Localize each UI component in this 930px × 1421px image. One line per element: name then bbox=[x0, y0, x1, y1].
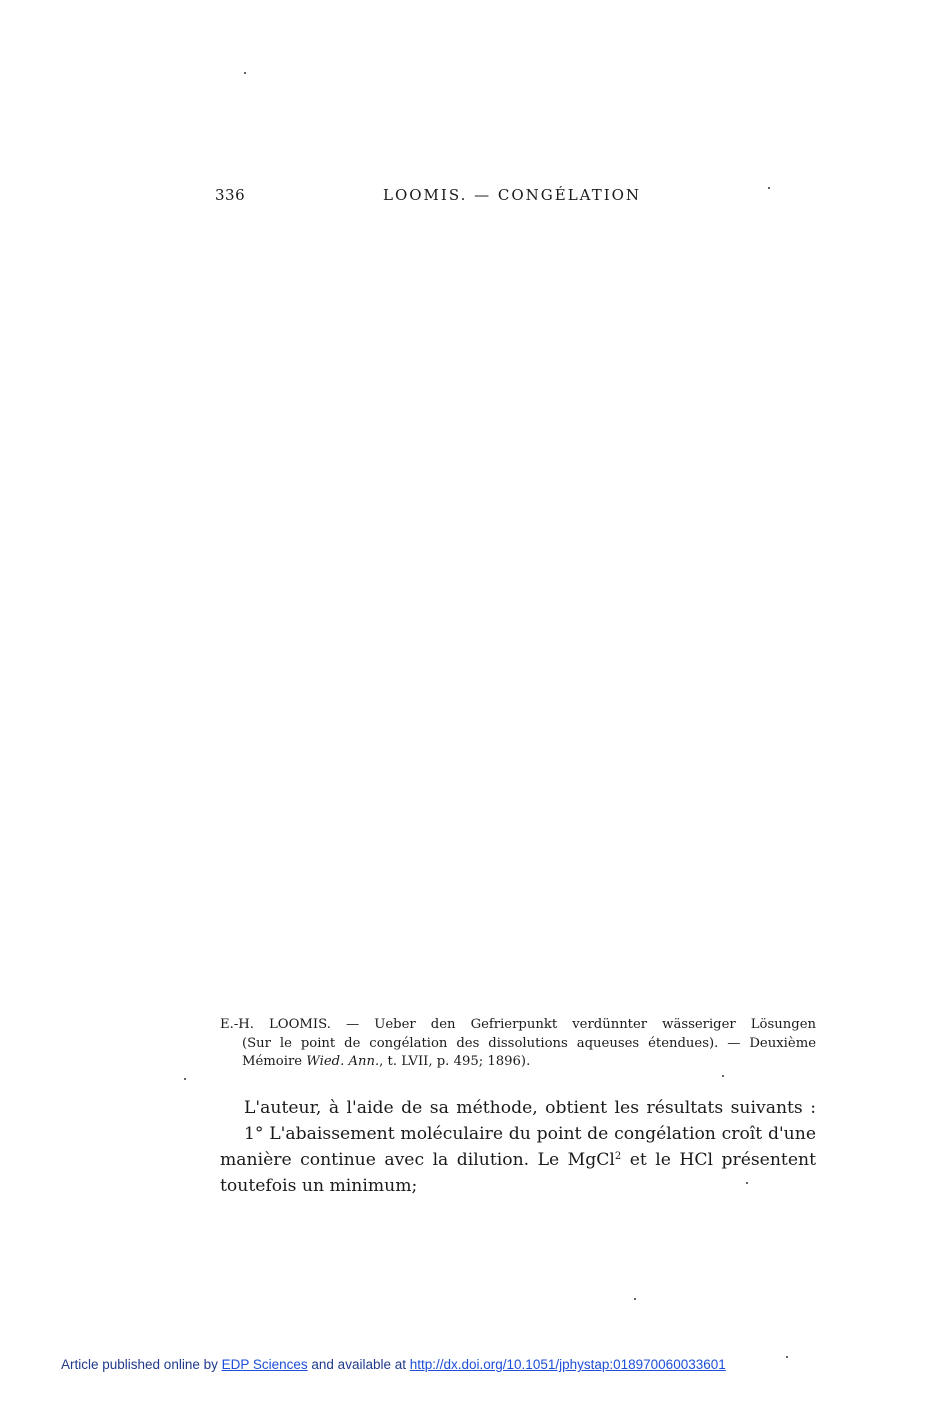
body-line: 1° L'abaissement moléculaire du point de congélation croît d'une bbox=[244, 1124, 816, 1144]
body-line: L'auteur, à l'aide de sa méthode, obtient les résultats suivants : bbox=[244, 1098, 816, 1118]
running-title: LOOMIS. — CONGÉLATION bbox=[383, 186, 642, 204]
page-number: 336 bbox=[215, 186, 246, 204]
body-line: toutefois un minimum; bbox=[220, 1176, 418, 1196]
publisher-link[interactable]: EDP Sciences bbox=[221, 1357, 308, 1372]
citation-line: (Sur le point de congélation des dissolutions aqueuses étendues). — Deuxième bbox=[242, 1035, 816, 1051]
footer-text: Article published online by bbox=[61, 1357, 222, 1372]
citation-line: E.-H. LOOMIS. — Ueber den Gefrierpunkt verdünnter wässeriger Lösungen bbox=[220, 1017, 816, 1032]
bibliographic-citation bbox=[220, 1016, 816, 1072]
scan-speck bbox=[768, 187, 770, 189]
citation-text: , t. LVII, p. 495; 1896). bbox=[379, 1054, 531, 1069]
scan-speck bbox=[244, 72, 246, 74]
scan-speck bbox=[634, 1298, 636, 1300]
scan-speck bbox=[184, 1078, 186, 1080]
scan-speck bbox=[722, 1075, 724, 1077]
body-line bbox=[220, 1147, 816, 1173]
scan-speck bbox=[786, 1356, 788, 1358]
footer-text: and available at bbox=[307, 1357, 410, 1372]
body-text: et le HCl présentent bbox=[621, 1150, 816, 1170]
citation-text: Mémoire bbox=[242, 1054, 307, 1069]
doi-link[interactable]: http://dx.doi.org/10.1051/jphystap:018970060033601 bbox=[409, 1357, 726, 1372]
citation-line bbox=[220, 1053, 816, 1072]
publication-footer bbox=[61, 1357, 726, 1372]
journal-name: Wied. Ann. bbox=[306, 1054, 380, 1069]
article-body bbox=[220, 1095, 816, 1199]
subscript-number: 2 bbox=[614, 1151, 622, 1162]
body-text: manière continue avec la dilution. Le MgCl bbox=[220, 1150, 615, 1170]
